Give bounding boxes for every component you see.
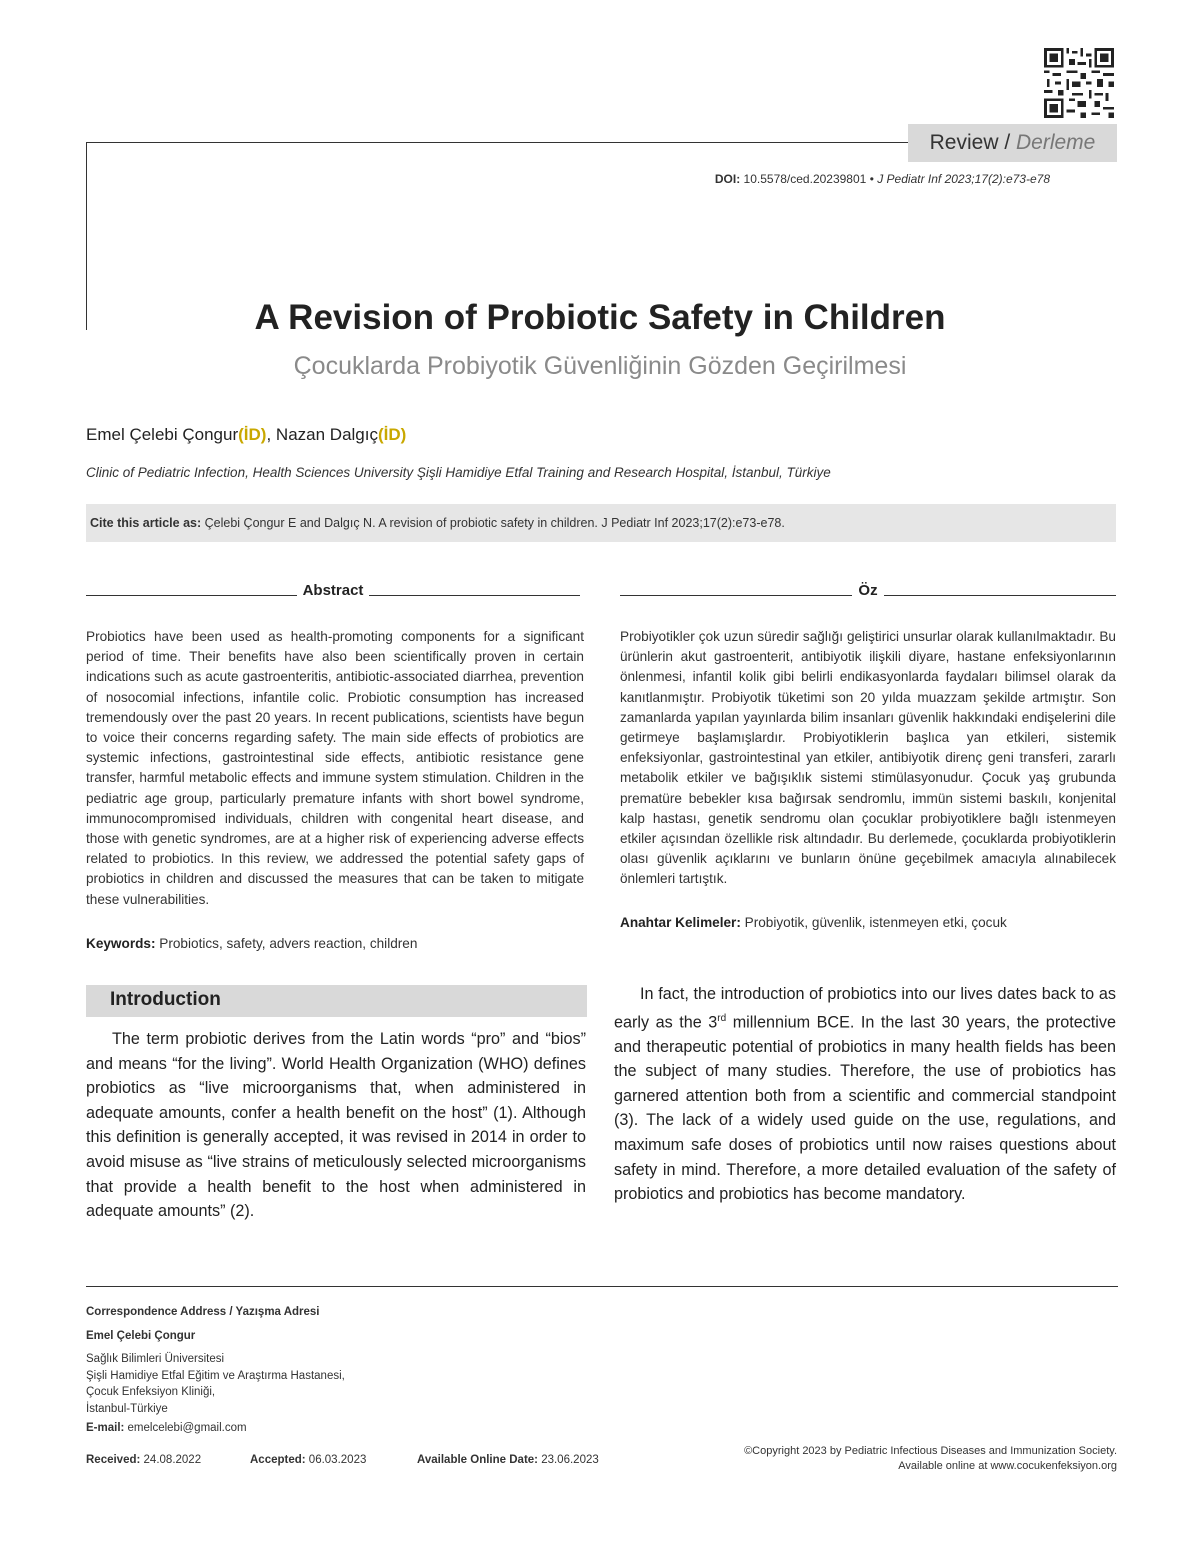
header-rule-vertical xyxy=(86,142,87,330)
footer-rule xyxy=(86,1286,1118,1287)
article-title: A Revision of Probiotic Safety in Children xyxy=(254,298,946,337)
received-date xyxy=(86,1454,201,1466)
doi-line xyxy=(620,172,1050,186)
article-type-en: Review / xyxy=(929,131,1011,154)
paragraph-text: millennium BCE. In the last 30 years, the protective and therapeutic potential of probiotics in many health fields has been the subject of many studies. Therefore, the use of probiotics has garnered attention both from a scientific and commercial standpoint (3). The lack of a widely used guide on the use, regulations, and maximum safe doses of probiotics until now raises questions about safety in mind. Therefore, a more detailed evaluation of the safety of probiotics and probiotics has become mandatory. xyxy=(614,1012,1116,1204)
online-label: Available Online Date: xyxy=(417,1454,538,1466)
citation-label: Cite this article as: xyxy=(90,516,202,530)
article-type-badge xyxy=(908,124,1117,162)
accepted-date xyxy=(250,1454,366,1466)
online-date xyxy=(417,1454,599,1466)
orcid-icon[interactable]: (İD) xyxy=(377,425,407,444)
oz-heading xyxy=(620,582,1116,599)
qr-code xyxy=(1044,48,1114,118)
citation-value: Çelebi Çongur E and Dalgıç N. A revision of probiotic safety in children. J Pediatr Inf 2023;17(2):e73-e78. xyxy=(201,516,785,530)
affiliation: Clinic of Pediatric Infection, Health Sciences University Şişli Hamidiye Etfal Training and Research Hospital, İstanbul, Türkiye xyxy=(86,465,831,480)
address-line: Şişli Hamidiye Etfal Eğitim ve Araştırma Hastanesi, xyxy=(86,1369,345,1382)
keywords-value: Probiyotik, güvenlik, istenmeyen etki, çocuk xyxy=(740,915,1007,930)
email-link[interactable]: emelcelebi@gmail.com xyxy=(124,1422,247,1434)
abstract-keywords xyxy=(86,936,584,951)
copyright-notice xyxy=(640,1444,1117,1474)
received-value: 24.08.2022 xyxy=(140,1454,202,1466)
journal-reference: • J Pediatr Inf 2023;17(2):e73-e78 xyxy=(866,172,1050,186)
doi-value[interactable]: 10.5578/ced.20239801 xyxy=(743,172,867,186)
author-name: Emel Çelebi Çongur xyxy=(86,425,239,444)
accepted-value: 06.03.2023 xyxy=(305,1454,367,1466)
keywords-label: Keywords: xyxy=(86,936,156,951)
abstract-heading xyxy=(86,582,580,599)
copyright-text: ©Copyright 2023 by Pediatric Infectious Diseases and Immunization Society. xyxy=(744,1445,1117,1457)
citation-text xyxy=(90,516,785,530)
online-value: 23.06.2023 xyxy=(538,1454,599,1466)
journal-website[interactable]: Available online at www.cocukenfeksiyon.org xyxy=(898,1460,1117,1472)
oz-body: Probiyotikler çok uzun süredir sağlığı geliştirici unsurlar olarak kullanılmaktadır. Bu ürünlerin akut gastroenterit, antibiyotik ilişkili diyare, hastane enfeksiyonlarının önlenmesi, infantil kolik gibi belirli endikasyonlarda faydaları bilimsel olarak da kanıtlanmıştır. Probiyotik tüketimi son 20 yılda muazzam şekilde artmıştır. Son zamanlarda yapılan yayınlarda bilim insanları güvenlik hakkındaki endişelerini dile getirmeye başlamışlardır. Probiyotiklerin başlıca yan etkileri, sistemik enfeksiyonlar, gastrointestinal yan etkiler, antibiyotik direnç geni transferi, zararlı metabolik etkiler ve bağışıklık sistemi stimülasyonudur. Çocuk yaş grubunda prematüre bebekler kısa bağırsak sendromlu, immün sistemi baskılı, konjenital kalp hastası, genetik sendromu olan çocuklar probiyotiklere bağlı istenmeyen etkiler açısından özellikle risk altındadır. Bu derlemede, çocuklarda probiyotiklerin olası güvenlik açıklarını ve bunların önüne geçebilmek amacıyla alınabilecek önlemleri tartıştık. xyxy=(620,629,1116,887)
accepted-label: Accepted: xyxy=(250,1454,306,1466)
header-rule xyxy=(86,142,908,143)
keywords-value: Probiotics, safety, advers reaction, children xyxy=(155,936,418,951)
article-title-tr: Çocuklarda Probiyotik Güvenliğinin Gözden Geçirilmesi xyxy=(293,352,907,380)
address-line: Sağlık Bilimleri Üniversitesi xyxy=(86,1353,225,1365)
received-label: Received: xyxy=(86,1454,141,1466)
article-type-tr: Derleme xyxy=(1016,131,1096,154)
correspondence-label: Correspondence Address / Yazışma Adresi xyxy=(86,1306,320,1318)
oz-heading-label: Öz xyxy=(858,582,878,599)
introduction-paragraph xyxy=(86,1027,586,1224)
abstract-heading-label: Abstract xyxy=(302,582,364,599)
correspondence-name: Emel Çelebi Çongur xyxy=(86,1330,196,1342)
author-list xyxy=(86,425,406,445)
orcid-icon[interactable]: (İD) xyxy=(238,425,267,444)
introduction-paragraph xyxy=(614,982,1116,1207)
paragraph-text: In fact, the introduction of probiotics into our lives dates back to as early as the 3 xyxy=(614,985,1116,1031)
correspondence-email xyxy=(86,1422,247,1434)
author-name: Nazan Dalgıç xyxy=(275,425,378,444)
email-label: E-mail: xyxy=(86,1422,125,1434)
address-line: İstanbul-Türkiye xyxy=(86,1402,168,1415)
correspondence-address xyxy=(86,1351,345,1417)
address-line: Çocuk Enfeksiyon Kliniği, xyxy=(86,1386,216,1398)
oz-keywords xyxy=(620,915,1116,930)
paragraph-text: The term probiotic derives from the Latin words “pro” and “bios” and means “for the living”. World Health Organization (WHO) defines probiotics as “live microorganisms that, when administered in adequate amounts, confer a health benefit on the host” (1). Although this definition is generally accepted, it was revised in 2014 in order to avoid misuse as “live strains of meticulously selected microorganisms that provide a health benefit to the host when administered in adequate amounts” (2). xyxy=(86,1030,586,1221)
author-separator: , xyxy=(266,425,276,444)
introduction-heading: Introduction xyxy=(110,989,221,1010)
abstract-body: Probiotics have been used as health-promoting components for a significant period of time. Their benefits have also been scientifically proven in certain indications such as acute gastroenteritis, antibiotic-associated diarrhea, prevention of nosocomial infections, infantile colic. Probiotic consumption has increased tremendously over the past 20 years. In recent publications, scientists have begun to voice their concerns regarding safety. The main side effects of probiotics are systemic infections, gastrointestinal side effects, antibiotic resistance gene transfer, harmful metabolic effects and immune system stimulation. Children in the pediatric age group, particularly premature infants with short bowel syndrome, immunocompromised individuals, children with congenital heart disease, and those with genetic syndromes, are at a higher risk of experiencing adverse effects related to probiotics. In this review, we addressed the potential safety gaps of probiotics in children and discussed the measures that can be taken to mitigate these vulnerabilities. xyxy=(86,629,584,907)
keywords-label: Anahtar Kelimeler: xyxy=(620,915,741,930)
doi-label: DOI: xyxy=(714,172,741,186)
superscript: rd xyxy=(717,1012,727,1024)
